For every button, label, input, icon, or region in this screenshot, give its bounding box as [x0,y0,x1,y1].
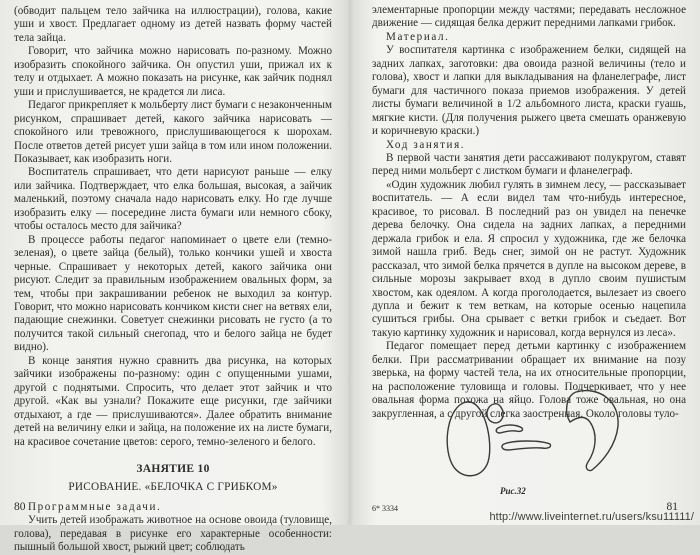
left-page-body [14,5,332,449]
paragraph: В первой части занятия дети рассаживают полукругом, ставят перед ними мольберт с листком бумаги и фланелеграф. [372,151,686,178]
printer-signature: 6* 3334 [372,504,398,513]
paragraph: «Один художник любил гулять в зимнем лесу, — рассказывает воспитатель. — А если видел там что-нибудь интересное, красивое, то рисовал. В последний раз он увидел на пенечке дерева белочку. Она сидела на задних лапках, а передними держала грибок и ела. Я спросил у художника, где же белочка зимой нашла гриб. Ведь снег, зимой он не растут. Художник рассказал, что зимой белка прячется в дупле на высоком дереве, в сильные морозы закрывает вход в дупло своим пушистым хвостом, как одеялом. А когда проголодается, вылезает из своего дупла и бежит к тем веткам, на которые осенью нацепила сушиться грибы. Она срывает с ветки грибок и съедает. Вот такую картинку художник и нарисовал, когда вернулся из леса». [372,178,686,339]
page-number-left: 80 [14,501,26,513]
course-heading-line [372,139,686,152]
squirrel-parts-illustration [438,384,638,484]
hind-leg-shape [502,441,551,450]
course-heading: Ход занятия. [386,138,466,151]
paragraph: элементарные пропорции между частями; передавать несложное движение — сидящая белка держит передними лапками грибок. [372,4,686,30]
watermark-url: http://www.liveinternet.ru/users/ksu11111/ [489,511,694,523]
lesson-title: ЗАНЯТИЕ 10 [136,462,210,475]
material-heading-line [372,31,686,44]
head-ovoid-shape [487,404,503,423]
figure-caption: Рис.32 [500,486,526,496]
right-page [350,0,700,525]
tasks-heading: Программные задачи. [28,500,162,513]
tasks-paragraph [14,501,332,514]
material-heading: Материал. [386,30,450,43]
body-ovoid-shape [447,402,490,476]
tasks-text: Учить детей изображать животное на основе овоида (туловище, голова), передавая в рисунке его характерные особенности: пышный большой хвост, рыжий цвет; соблюдать [14,514,332,554]
material-text: У воспитателя картинка с изображением белки, сидящей на задних лапках, заготовки: два овоида разной величины (тело и голова), хвост и лапки для выкладывания на фланелеграфе, лист бумаги для частичного показа приемов изображения. У детей листы бумаги величиной в 1/2 альбомного листа, краски гуашь, мягкие кисти. (Для получения рыжего цвета смешать оранжевую и коричневую краски.) [372,44,686,138]
front-paw-shape [496,425,522,433]
lesson-subtitle: РИСОВАНИЕ. «БЕЛОЧКА С ГРИБКОМ» [68,480,278,493]
paragraph: В конце занятия нужно сравнить два рисунка, на которых зайчики изображены по-разному: один с опущенными ушами, другой с поднятыми. Спросить, что делает этот зайчик и что другой. «Как вы узнали? Покажите еще рисунки, где зайчики отдыхают, а где — прислушиваются». Далее обратить внимание детей на величину елки и зайца, на положение их на листе бумаги, на красивое сочетание цветов: серого, темно-зеленого и белого. [14,354,332,448]
paragraph: (обводит пальцем тело зайчика на иллюстрации), голова, какие уши и хвост. Предлагает одному из детей назвать форму частей тела зайца. [14,5,332,44]
paragraph: В процессе работы педагог напоминает о цвете ели (темно-зеленая), о цвете зайца (белый), только кончики ушей и хвоста черные. Спрашивает у некоторых детей, какого зайчика они рисуют. Следит за правильным изображением овальных форм, за тем, чтобы при закрашивании ребенок не выходил за контур. Говорит, что можно нарисовать кончиком кисти снег на ветвях ели, падающие снежинки. Советует снежинки рисовать не густо (а то получится такой сильный снегопад, что и белого зайца не будет видно). [14,233,332,354]
paragraph: Педагог помещает перед детьми картинку с изображением белки. При рассматривании обращает их внимание на позу зверька, на форму частей тела, на их относительные пропорции, на расположение туловища и головы. Подчеркивает, что у нее овальная форма похожа на яйцо. Голова тоже овальная, но она закругленная, а с другой слегка заостренная. Около головы туло- [372,340,686,420]
squirrel-shapes-figure [438,384,638,484]
page-number-right: 81 [666,501,678,513]
tail-shape [567,391,619,471]
paragraph: Воспитатель спрашивает, что дети нарисуют раньше — елку или зайчика. Подтверждает, что елка большая, высокая, а зайчик маленький, поэтому сначала надо нарисовать елку. Но где лучше изобразить елку — посередине листа бумаги или немного сбоку, чтобы осталось место для зайчика? [14,166,332,233]
paragraph: Говорит, что зайчика можно нарисовать по-разному. Можно изобразить спокойного зайчика. Он опустил уши, прижал их к телу и отдыхает. А можно показать на рисунке, как зайчик поднял уши и прислушивается, не крадется ли лиса. [14,45,332,98]
left-page [0,0,350,554]
paragraph: Педагог прикрепляет к мольберту лист бумаги с незаконченным рисунком, спрашивает детей, какого зайчика нарисовать — спокойного или тревожного, прислушивающегося к шорохам. После ответов детей рисует уши зайца в том или ином положении. Показывает, как изобразить ноги. [14,99,332,165]
